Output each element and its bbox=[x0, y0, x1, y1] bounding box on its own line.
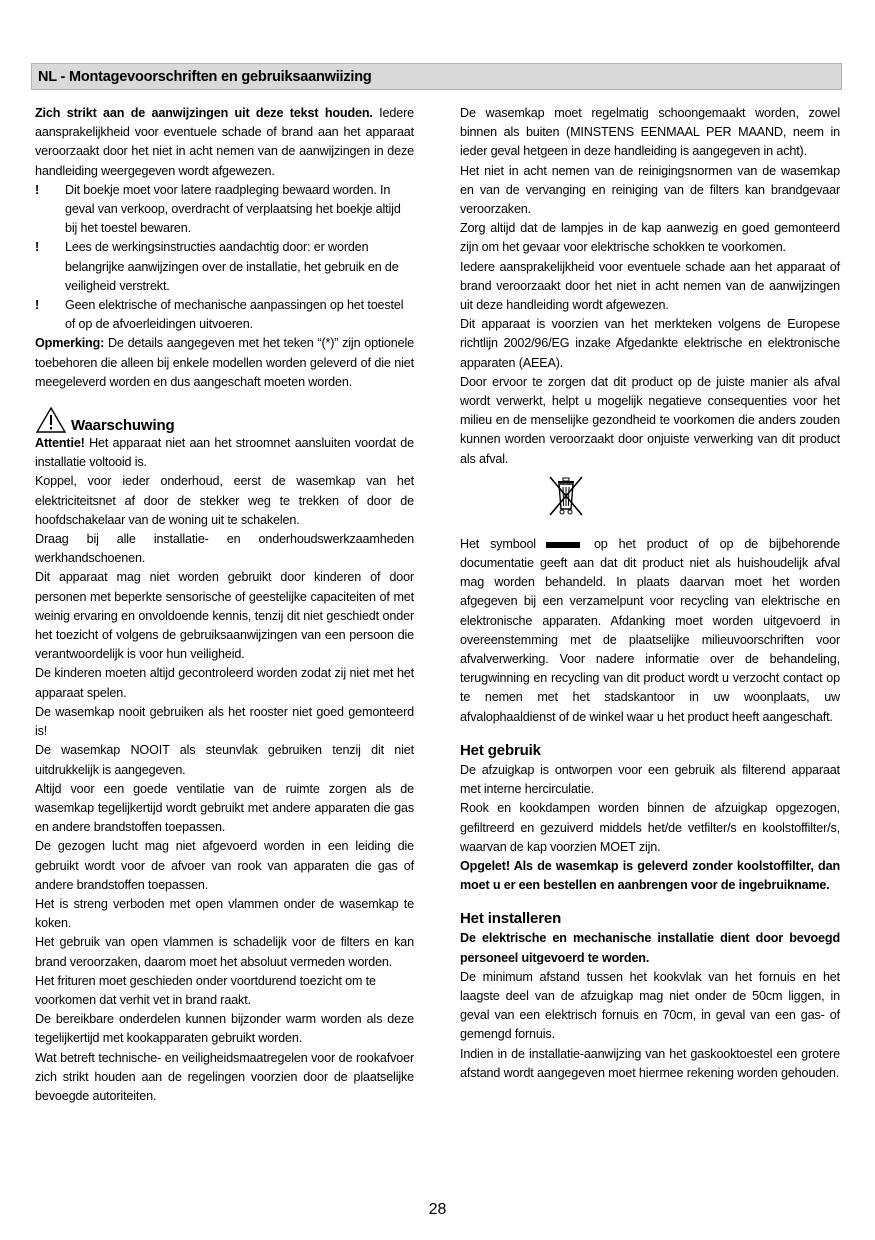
bin-bar-icon bbox=[546, 542, 580, 548]
symbol-text: op het product of op de bijbehorende documentatie geeft aan dat dit product niet als huishoudelijk afval mag worden behandeld. In plaats daarvan moet het worden afgegeven bij een verzamelpunt voor recycling van elektrische en elektronische apparaten. Afdanking moet worden uitgevoerd in overeenstemming met de plaatselijke milieuvoorschriften voor afvalverwerking. Voor nadere informatie over de behandeling, terugwinning en recycling van dit product wordt u verzocht contact op te nemen met het stadskantoor in uw woonplaats, uw afvalophaaldienst of de winkel waar u het product heeft aangeschaft. bbox=[460, 536, 841, 724]
note-text: De details aangegeven met het teken “(*)” zijn optionele toebehoren die alleen bij enkele modellen worden geleverd of die niet meegeleverd worden en dus aangeschaft moeten worden. bbox=[35, 336, 414, 389]
intro-bold: Zich strikt aan de aanwijzingen uit deze tekst houden. bbox=[35, 106, 373, 120]
warning-paragraph: De bereikbare onderdelen kunnen bijzonder warm worden als deze tegelijkertijd met kookapparaten gebruikt worden. bbox=[35, 1012, 414, 1046]
warning-paragraph: Het gebruik van open vlammen is schadelijk voor de filters en kan brand veroorzaken, daarom moet het absoluut vermeden worden. bbox=[35, 935, 414, 969]
weee-symbol-row bbox=[460, 475, 840, 535]
left-column bbox=[35, 104, 414, 1106]
warning-heading bbox=[35, 406, 414, 434]
warning-paragraph: De gezogen lucht mag niet afgevoerd worden in een leiding die gebruikt wordt voor de afvoer van rook van apparaten die gas of andere brandstoffen toepassen. bbox=[35, 839, 414, 892]
warning-paragraph: Het frituren moet geschieden onder voortdurend toezicht om te voorkomen dat verhit vet in brand raakt. bbox=[35, 973, 376, 1007]
cleaning-paragraph: Het niet in acht nemen van de reinigingsnormen van de wasemkap en van de vervanging en reiniging van de filters kan brandgevaar veroorzaken. bbox=[460, 163, 840, 217]
liability-paragraph: Iedere aansprakelijkheid voor eventuele schade aan het apparaat of brand veroorzaakt door het niet in acht nemen van de aanwijzingen uit deze handleiding wordt afgewezen. bbox=[460, 259, 840, 313]
warning-paragraph: Altijd voor een goede ventilatie van de ruimte zorgen als de wasemkap tegelijkertijd wordt gebruikt met andere apparaten die gas en andere brandstoffen toepassen. bbox=[35, 781, 414, 835]
use-warning: Opgelet! Als de wasemkap is geleverd zonder koolstoffilter, dan moet u er een bestellen en aanbrengen voor de ingebruikname. bbox=[460, 858, 840, 893]
install-paragraph: De minimum afstand tussen het kookvlak van het fornuis en het laagste deel van de afzuigkap mag niet onder de 50cm liggen, in geval van een elektrisch fornuis en 70cm, in geval van een gas- of gemengd fornuis. bbox=[460, 969, 840, 1042]
warning-paragraph: Dit apparaat mag niet worden gebruikt door kinderen of door personen met beperkte sensorische of geestelijke capaciteiten of met weinig ervaring en onvoldoende kennis, tenzij dit niet geschiedt onder het toezicht of volgens de gebruiksaanwijzingen van een persoon die verantwoordelijk is voor hun veiligheid. bbox=[35, 570, 414, 662]
page-number: 28 bbox=[428, 1201, 447, 1218]
weee-paragraph: Dit apparaat is voorzien van het merkteken volgens de Europese richtlijn 2002/96/EG inzake Afgedankte elektrische en elektronische apparaten (AEEA). bbox=[460, 317, 840, 370]
install-bold: De elektrische en mechanische installatie dient door bevoegd personeel uitgevoerd te worden. bbox=[460, 931, 840, 965]
symbol-prefix: Het symbool bbox=[460, 536, 536, 551]
attention-label: Attentie! bbox=[35, 436, 85, 451]
note-paragraph bbox=[35, 334, 414, 392]
bullet-mark: ! bbox=[35, 240, 40, 255]
right-column bbox=[460, 104, 840, 1083]
symbol-paragraph bbox=[460, 535, 840, 727]
bullet-text: Lees de werkingsinstructies aandachtig door: er worden belangrijke aanwijzingen over de installatie, het gebruik en de veiligheid verstrekt. bbox=[65, 240, 399, 293]
bullet-text: Dit boekje moet voor latere raadpleging bewaard worden. In geval van verkoop, overdracht of verplaatsing het boekje altijd bij het toestel bewaren. bbox=[65, 182, 401, 236]
warning-paragraph: De wasemkap nooit gebruiken als het rooster niet goed gemonteerd is! bbox=[35, 704, 414, 739]
warning-title: Waarschuwing bbox=[71, 417, 175, 435]
bullet-item bbox=[35, 238, 414, 296]
bullet-item bbox=[35, 296, 414, 334]
note-label: Opmerking: bbox=[35, 336, 105, 351]
warning-paragraph: De kinderen moeten altijd gecontroleerd worden zodat zij niet met het apparaat spelen. bbox=[35, 666, 414, 700]
attention-paragraph bbox=[35, 434, 414, 472]
use-paragraph: Rook en kookdampen worden binnen de afzuigkap opgezogen, gefiltreerd en gezuiverd middels het/de vetfilter/s en koolstoffilter/s, waarvan de kap voorzien MOET zijn. bbox=[460, 801, 840, 854]
bullet-item bbox=[35, 181, 414, 239]
install-title: Het installeren bbox=[460, 910, 562, 928]
use-title: Het gebruik bbox=[460, 741, 541, 759]
section-title: NL - Montagevoorschriften en gebruiksaanwiizing bbox=[38, 69, 372, 85]
crossed-bin-icon bbox=[546, 475, 586, 519]
lamp-paragraph: Zorg altijd dat de lampjes in de kap aanwezig en goed gemonteerd zijn om het gevaar voor elektrische schokken te voorkomen. bbox=[460, 221, 840, 255]
warning-paragraph: Draag bij alle installatie- en onderhoudswerkzaamheden werkhandschoenen. bbox=[35, 532, 414, 566]
section-header bbox=[31, 63, 842, 90]
use-paragraph: De afzuigkap is ontworpen voor een gebruik als filterend apparaat met interne hercirculatie. bbox=[460, 762, 840, 797]
cleaning-paragraph: De wasemkap moet regelmatig schoongemaakt worden, zowel binnen als buiten (MINSTENS EENMAAL PER MAAND, neem in ieder geval hetgeen in deze handleiding is aangegeven in acht). bbox=[460, 106, 840, 159]
warning-paragraph: Het is streng verboden met open vlammen onder de wasemkap te koken. bbox=[35, 896, 414, 931]
warning-triangle-icon bbox=[35, 406, 67, 434]
warning-paragraph: Wat betreft technische- en veiligheidsmaatregelen voor de rookafvoer zich strikt houden aan de regelingen voorzien door de plaatselijke bevoegde autoriteiten. bbox=[35, 1050, 414, 1103]
intro-paragraph bbox=[35, 104, 414, 181]
bullet-text: Geen elektrische of mechanische aanpassingen op het toestel of op de afvoerleidingen uitvoeren. bbox=[65, 298, 404, 332]
install-paragraph: Indien in de installatie-aanwijzing van het gaskooktoestel een grotere afstand wordt aangegeven moet hiermee rekening worden gehouden. bbox=[460, 1046, 840, 1080]
bullet-mark: ! bbox=[35, 182, 40, 197]
warning-paragraph: Koppel, voor ieder onderhoud, eerst de wasemkap van het elektriciteitsnet af door de stekker weg te trekken of door de hoofdschakelaar van de woning uit te schakelen. bbox=[35, 474, 414, 527]
intro-text: Iedere aansprakelijkheid voor eventuele schade of brand aan het apparaat veroorzaakt door het niet in acht nemen van de aanwijzingen in deze handleiding weergegeven wordt afgewezen. bbox=[35, 106, 414, 178]
attention-text: Het apparaat niet aan het stroomnet aansluiten voordat de installatie voltooid is. bbox=[35, 436, 414, 470]
bullet-mark: ! bbox=[35, 298, 40, 313]
disposal-paragraph: Door ervoor te zorgen dat dit product op de juiste manier als afval wordt verwerkt, helpt u mogelijk negatieve consequenties voor het milieu en de menselijke gezondheid te voorkomen die anders zouden kunnen worden veroorzaakt door onjuiste verwerking van dit product als afval. bbox=[460, 374, 840, 466]
warning-paragraph: De wasemkap NOOIT als steunvlak gebruiken tenzij dit niet uitdrukkelijk is aangegeven. bbox=[35, 743, 414, 777]
